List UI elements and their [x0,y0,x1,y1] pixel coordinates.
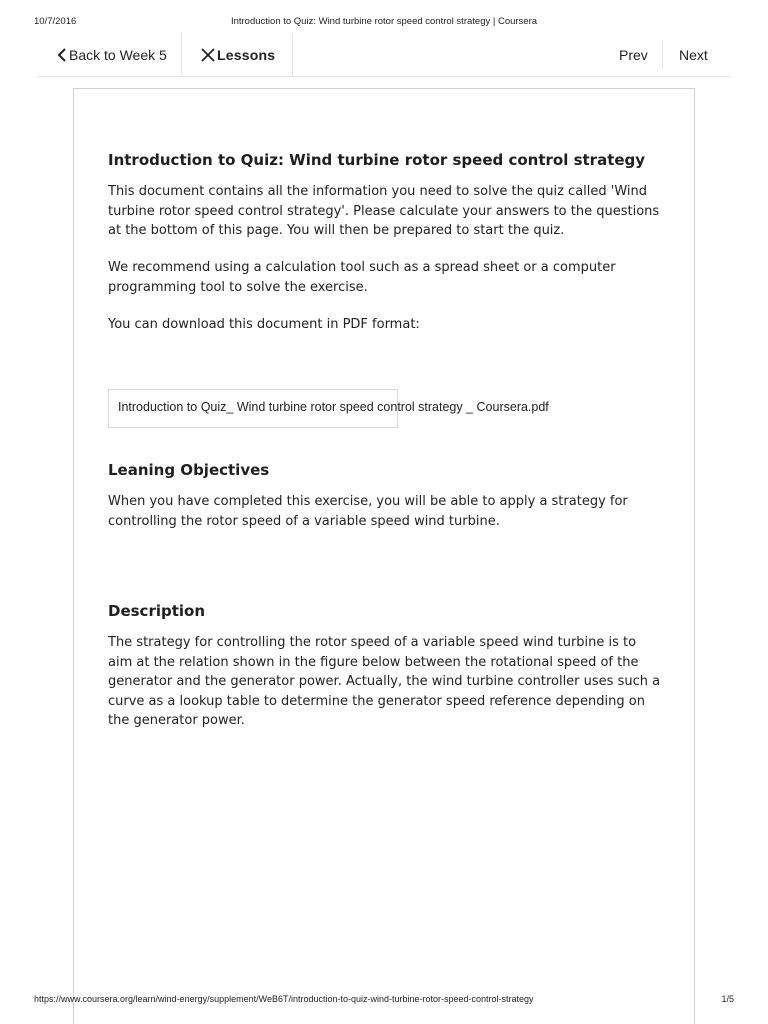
print-title: Introduction to Quiz: Wind turbine rotor speed control strategy | Coursera [230,16,538,27]
print-url: https://www.coursera.org/learn/wind-energy/supplement/WeB6T/introduction-to-quiz-wind-turbine-rotor-speed-control-strategy [34,994,534,1004]
back-to-week-button[interactable] [57,33,167,76]
nav-divider [662,41,663,68]
chevron-left-icon [57,48,67,62]
lessons-button[interactable] [201,33,275,76]
recommendation-paragraph: We recommend using a calculation tool such as a spread sheet or a computer programming tool to solve the exercise. [108,260,616,295]
back-to-week-label: Back to Week 5 [69,46,167,63]
objectives-paragraph: When you have completed this exercise, you will be able to apply a strategy for controlling the rotor speed of a variable speed wind turbine. [108,494,628,529]
download-text: You can download this document in PDF format: [108,317,420,332]
description-paragraph: The strategy for controlling the rotor speed of a variable speed wind turbine is to aim at the relation shown in the figure below between the rotational speed of the generator and the generator power. Actually, the wind turbine controller uses such a curve as a lookup table to determine the generator speed reference depending on the generator power. [108,635,661,728]
objectives-heading: Leaning Objectives [108,461,270,479]
nav-divider [292,33,293,76]
nav-divider [181,33,182,76]
print-footer [34,994,734,1008]
pdf-download-label[interactable]: Introduction to Quiz_ Wind turbine rotor speed control strategy _ Coursera.pdf [118,400,549,414]
prev-button[interactable]: Prev [619,46,648,63]
intro-paragraph: This document contains all the information you need to solve the quiz called 'Wind turbine rotor speed control strategy'. Please calculate your answers to the questions at the bottom of this page. You will then be prepared to start the quiz. [108,184,660,238]
page-title: Introduction to Quiz: Wind turbine rotor speed control strategy [108,151,646,169]
close-icon [201,48,215,62]
print-page-number: 1/5 [721,994,734,1004]
lesson-nav-bar [37,33,731,77]
print-header [34,16,734,30]
lessons-label: Lessons [217,46,276,63]
next-button[interactable]: Next [679,46,708,63]
print-date: 10/7/2016 [34,16,77,27]
description-heading: Description [108,602,206,620]
